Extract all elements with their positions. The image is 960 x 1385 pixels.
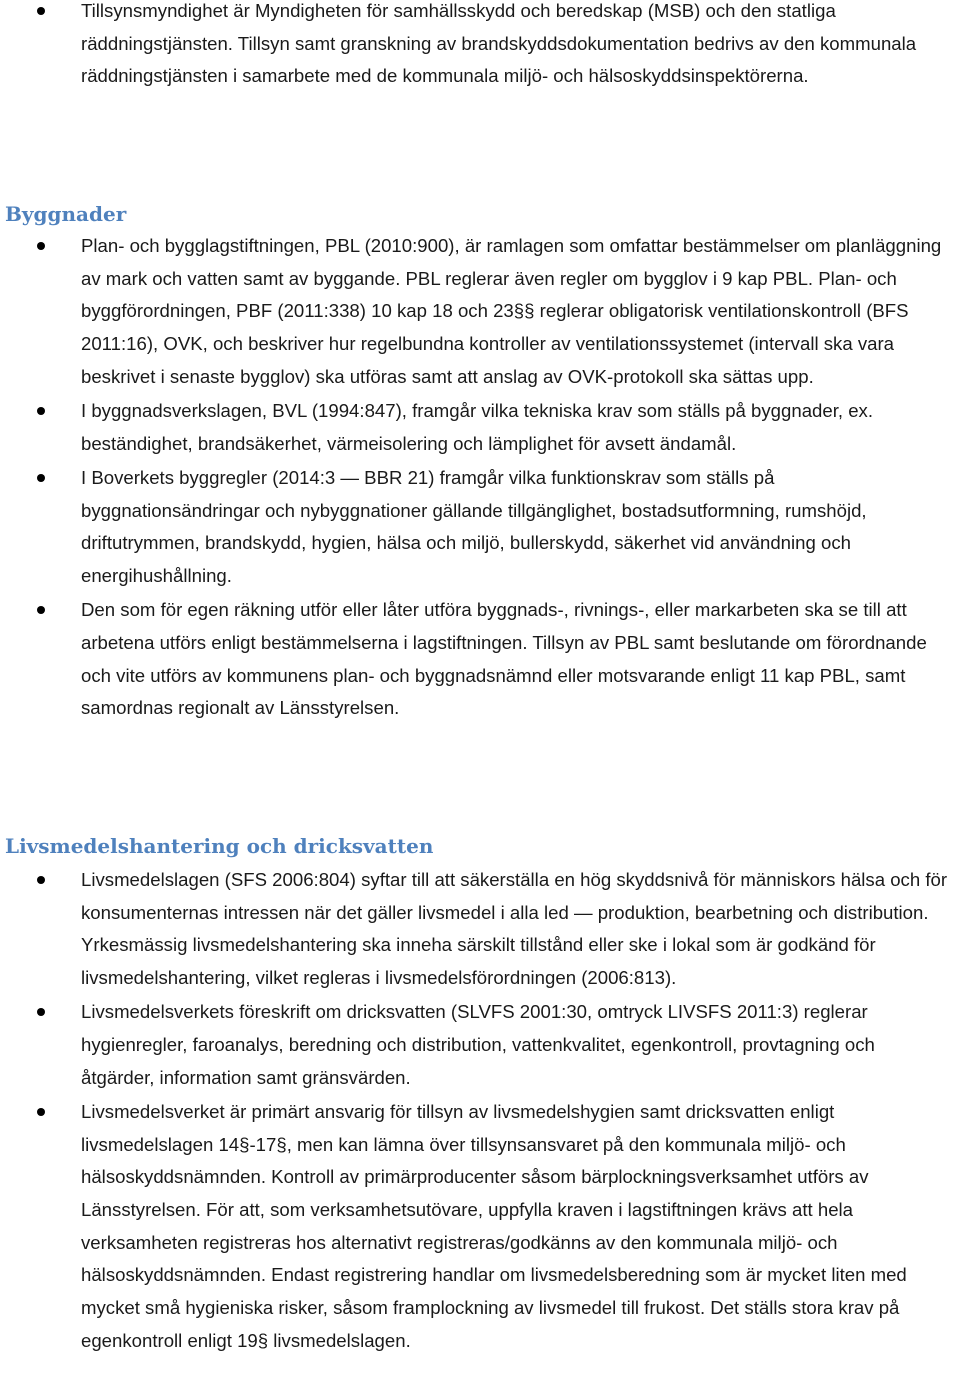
list-item (0, 864, 960, 995)
list-item (0, 594, 960, 725)
bullet-icon (37, 407, 45, 415)
intro-list (0, 0, 960, 93)
list-item-text: I Boverkets byggregler (2014:3 — BBR 21) framgår vilka funktionskrav som ställs på byggnationsändringar och nybyggnationer gällande tillgänglighet, bostadsutformning, rumshöjd, driftutrymmen, brandskydd, hygien, hälsa och miljö, bullerskydd, säkerhet vid användning och energihushållning. (81, 466, 867, 587)
list-item (0, 1096, 960, 1358)
bullet-icon (37, 1008, 45, 1016)
bullet-icon (37, 474, 45, 482)
list-item-text: Den som för egen räkning utför eller låter utföra byggnads-, rivnings-, eller markarbeten ska se till att arbetena utförs enligt bestämmelserna i lagstiftningen. Tillsyn av PBL samt beslutande om förordnande och vite utförs av kommunens plan- och byggnadsnämnd eller motsvarande enligt 11 kap PBL, samt samordnas regionalt av Länsstyrelsen. (81, 599, 927, 719)
bullet-icon (37, 7, 45, 15)
list-item (0, 996, 960, 1094)
bullet-icon (37, 242, 45, 250)
bullet-icon (37, 876, 45, 884)
byggnader-list (0, 230, 960, 725)
list-item (0, 462, 960, 593)
list-item-text: Livsmedelsverkets föreskrift om dricksvatten (SLVFS 2001:30, omtryck LIVSFS 2011:3) reglerar hygienregler, faroanalys, beredning och distribution, vattenkvalitet, egenkontroll, provtagning och åtgärder, information samt gränsvärden. (81, 1001, 875, 1088)
list-item (0, 0, 960, 93)
bullet-icon (37, 1108, 45, 1116)
list-item-text: Plan- och bygglagstiftningen, PBL (2010:900), är ramlagen som omfattar bestämmelser om planläggning av mark och vatten samt av byggande. PBL reglerar även regler om bygglov i 9 kap PBL. Plan- och byggförordningen, PBF (2011:338) 10 kap 18 och 23§§ reglerar obligatorisk ventilationskontroll (BFS 2011:16), OVK, och beskriver hur regelbundna kontroller av ventilationssystemet (intervall ska vara beskrivet i senaste bygglov) ska utföras samt att anslag av OVK-protokoll ska sättas upp. (81, 235, 942, 387)
list-item-text: Tillsynsmyndighet är Myndigheten för samhällsskydd och beredskap (MSB) och den statliga räddningstjänsten. Tillsyn samt granskning av brandskyddsdokumentation bedrivs av den kommunala räddningstjänsten i samarbete med de kommunala miljö- och hälsoskyddsinspektörerna. (81, 0, 917, 87)
list-item (0, 395, 960, 460)
section-heading: Livsmedelshantering och dricksvatten (5, 834, 434, 858)
list-item-text: I byggnadsverkslagen, BVL (1994:847), framgår vilka tekniska krav som ställs på byggnader, ex. beständighet, brandsäkerhet, värmeisolering och lämplighet för avsett ändamål. (81, 400, 874, 454)
section-heading: Byggnader (5, 202, 127, 226)
list-item-text: Livsmedelsverket är primärt ansvarig för tillsyn av livsmedelshygien samt dricksvatten enligt livsmedelslagen 14§-17§, men kan lämna över tillsynsansvaret på den kommunala miljö- och hälsoskyddsnämnden. Kontroll av primärproducenter såsom bärplockningsverksamhet utförs av Länsstyrelsen. För att, som verksamhetsutövare, uppfylla kraven i lagstiftningen krävs att hela verksamheten registreras hos alternativt registreras/godkänns av den kommunala miljö- och hälsoskyddsnämnden. Endast registrering handlar om livsmedelsberedning som är mycket liten med mycket små hygieniska risker, såsom framplockning av livsmedel till frukost. Det ställs stora krav på egenkontroll enligt 19§ livsmedelslagen. (81, 1100, 907, 1351)
list-item (0, 230, 960, 394)
list-item-text: Livsmedelslagen (SFS 2006:804) syftar till att säkerställa en hög skyddsnivå för människors hälsa och för konsumenternas intressen när det gäller livsmedel i alla led — produktion, bearbetning och distribution. Yrkesmässig livsmedelshantering ska inneha särskilt tillstånd eller ske i lokal som är godkänd för livsmedelshantering, vilket regleras i livsmedelsförordningen (2006:813). (81, 869, 948, 989)
livsmedel-list (0, 864, 960, 1358)
bullet-icon (37, 606, 45, 614)
